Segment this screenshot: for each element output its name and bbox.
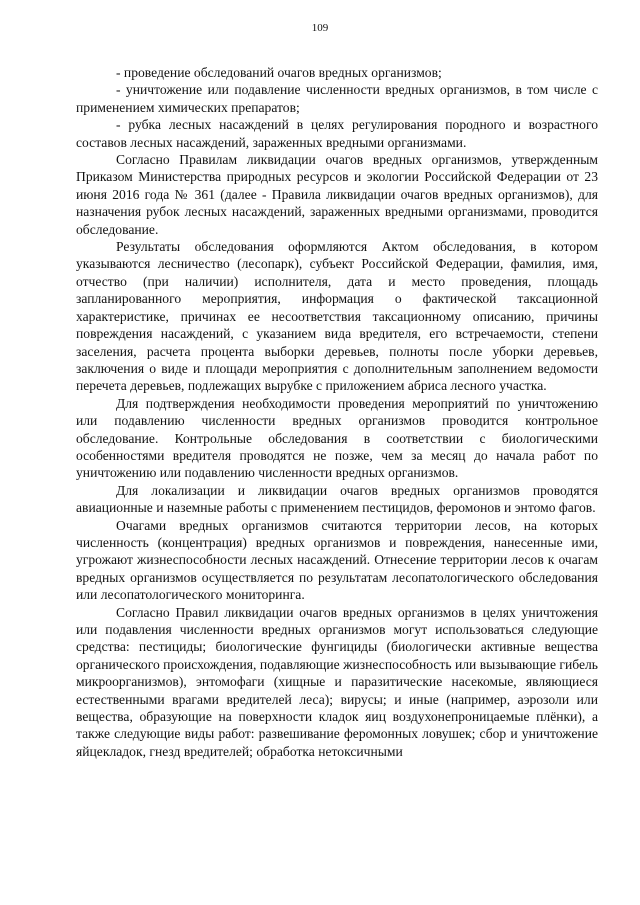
list-item-felling: - рубка лесных насаждений в целях регулирования породного и возрастного составов лесных насаждений, зараженных вредными организмами. [76, 117, 598, 150]
paragraph-inspection-act: Результаты обследования оформляются Актом обследования, в котором указываются лесничество (лесопарк), субъект Российской Федерации, фамилия, имя, отчество (при наличии) исполнителя, дата и место проведения, площадь запланированного мероприятия, информация о фактической таксационной характеристике, причинах ее несоответствия таксационному описанию, причины повреждения насаждений, с указанием вида вредителя, его встречаемости, степени заселения, расчета процента выборки деревьев, полноты после уборки деревьев, заключения о виде и площади мероприятия с дополнительным заполнением ведомости перечета деревьев, подлежащих вырубке с приложением абриса лесного участка. [76, 239, 598, 394]
body-text [76, 64, 598, 760]
page-number: 109 [311, 22, 329, 34]
list-item-destruction: - уничтожение или подавление численности вредных организмов, в том числе с применением химических препаратов; [76, 82, 598, 115]
list-item-inspection: - проведение обследований очагов вредных организмов; [116, 65, 442, 80]
paragraph-rules: Согласно Правилам ликвидации очагов вредных организмов, утвержденным Приказом Министерства природных ресурсов и экологии Российской Федерации от 23 июня 2016 года № 361 (далее - Правила ликвидации очагов вредных организмов), для назначения рубок лесных насаждений, зараженных вредными организмами, проводится обследование. [76, 152, 598, 237]
paragraph-control-inspection: Для подтверждения необходимости проведения мероприятий по уничтожению или подавлению численности вредных организмов проводится контрольное обследование. Контрольные обследования в соответствии с биологическими особенностями вредителя проводятся не позже, чем за месяц до начала работ по уничтожению или подавлению численности вредных организмов. [76, 395, 598, 481]
paragraph-pest-foci: Очагами вредных организмов считаются территории лесов, на которых численность (концентрация) вредных организмов и повреждения, нанесенные ими, угрожают жизнеспособности лесных насаждений. Отнесение территории лесов к очагам вредных организмов осуществляется по результатам лесопатологического обследования или лесопатологического мониторинга. [76, 517, 598, 603]
paragraph-means: Согласно Правил ликвидации очагов вредных организмов в целях уничтожения или подавления численности вредных организмов могут использоваться следующие средства: пестициды; биологические фунгициды (биологически активные вещества органического происхождения, подавляющие жизнеспособность или вызывающие гибель микроорганизмов), энтомофаги (хищные и паразитические насекомые, являющиеся естественными врагами вредителей леса); вирусы; и иные (например, аэрозоли или вещества, образующие на поверхности кладок яиц воздухонепроницаемые плёнки), а также следующие виды работ: развешивание феромонных ловушек; сбор и уничтожение яйцекладок, гнезд вредителей; обработка нетоксичными [76, 604, 598, 759]
paragraph-localization: Для локализации и ликвидации очагов вредных организмов проводятся авиационные и наземные работы с применением пестицидов, феромонов и энтомо фагов. [76, 482, 598, 516]
